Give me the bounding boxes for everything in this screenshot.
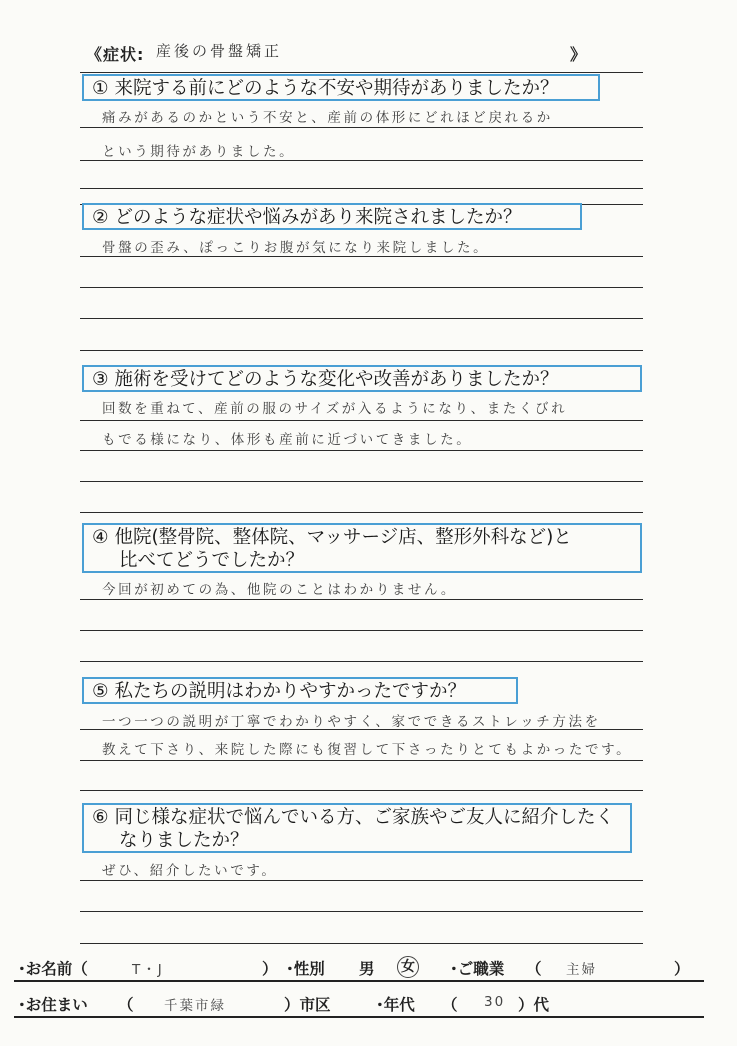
gender-female (397, 956, 419, 978)
age-close: ）代 (518, 996, 550, 1014)
symptom-label: 《症状: (86, 45, 145, 64)
question-1-text: ① 来院する前にどのような不安や期待がありましたか？ (92, 78, 559, 99)
answer-3-line-2: もでる様になり、体形も産前に近づいてきました。 (102, 432, 473, 448)
name-close: ） (262, 960, 278, 978)
answer-5-line-2: 教えて下さり、来院した際にも復習して下さったりとてもよかったです。 (102, 742, 633, 758)
address-open: （ (118, 996, 134, 1014)
question-6 (82, 803, 632, 853)
question-3-text: ③ 施術を受けてどのような変化や改善がありましたか？ (92, 369, 559, 390)
question-6-text-line-1: ⑥ 同じ様な症状で悩んでいる方、ご家族やご友人に紹介したく (92, 807, 614, 828)
gender-label: ･性別 (286, 960, 325, 978)
question-3 (82, 365, 642, 392)
footer-row-1 (14, 957, 704, 981)
answer-4-line-1: 今回が初めての為、他院のことはわかりません。 (102, 582, 458, 598)
name-label: ･お名前（ (18, 960, 88, 978)
job-close: ） (674, 960, 690, 978)
question-5-text: ⑤ 私たちの説明はわかりやすかったですか？ (92, 681, 466, 702)
answer-5-line-1: 一つ一つの説明が丁寧でわかりやすく、家でできるストレッチ方法を (102, 714, 601, 730)
question-1 (82, 74, 600, 101)
gender-female-circled: 女 (397, 956, 419, 978)
footer-row-2 (14, 993, 704, 1017)
symptom-value: 産後の骨盤矯正 (156, 42, 283, 60)
question-4 (82, 523, 642, 573)
answer-6-line-1: ぜひ、紹介したいです。 (102, 863, 278, 879)
question-2 (82, 203, 582, 230)
age-open: （ (442, 996, 458, 1014)
question-4-text-line-2: 比べてどうでしたか？ (119, 550, 305, 571)
answer-2-line-1: 骨盤の歪み、ぽっこりお腹が気になり来院しました。 (102, 240, 490, 256)
age-label: ･年代 (376, 996, 415, 1014)
question-6-text-line-2: なりましたか？ (119, 830, 249, 851)
job-label: ･ご職業 (450, 960, 505, 978)
gender-male: 男 (359, 960, 375, 978)
answer-1-line-1: 痛みがあるのかという不安と、産前の体形にどれほど戻れるか (102, 110, 553, 126)
address-value: 千葉市緑 (164, 998, 226, 1014)
answer-1-line-2: という期待がありました。 (102, 144, 296, 160)
question-4-text-line-1: ④ 他院(整骨院、整体院、マッサージ店、整形外科など)と (92, 527, 572, 548)
job-value: 主婦 (566, 962, 597, 978)
name-value: T・J (132, 962, 164, 978)
job-open: （ (526, 960, 542, 978)
symptom-header (86, 42, 586, 64)
address-label: ･お住まい (18, 996, 88, 1014)
address-close: ）市区 (284, 996, 331, 1014)
answer-3-line-1: 回数を重ねて、産前の服のサイズが入るようになり、またくびれ (102, 401, 568, 417)
question-5 (82, 677, 518, 704)
question-2-text: ② どのような症状や悩みがあり来院されましたか？ (92, 207, 522, 228)
symptom-close-bracket: 》 (569, 45, 586, 64)
age-value: 30 (484, 994, 506, 1010)
